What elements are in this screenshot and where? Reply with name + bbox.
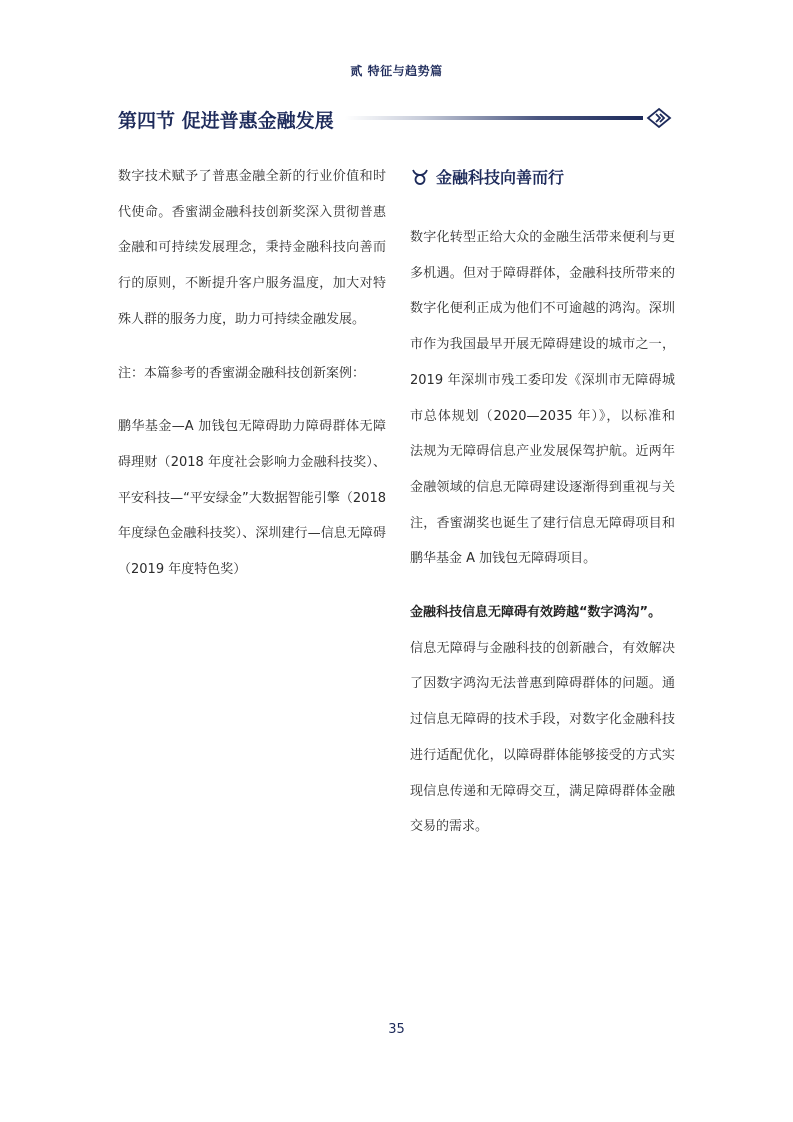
subsection-heading: [410, 165, 564, 188]
body-paragraph-2: 信息无障碍与金融科技的创新融合，有效解决了因数字鸿沟无法普惠到障碍群体的问题。通过信息无障碍的技术手段，对数字化金融科技进行适配优化，以障碍群体能够接受的方式实现信息传递和无障碍交互，满足障碍群体金融交易的需求。: [410, 640, 675, 835]
diamond-arrow-icon: [645, 107, 673, 129]
section-title: 第四节 促进普惠金融发展: [118, 110, 334, 132]
left-column: [118, 159, 386, 588]
taurus-icon: [410, 167, 430, 187]
title-gradient-rule: [345, 116, 643, 120]
reference-note: 注：本篇参考的香蜜湖金融科技创新案例：: [118, 365, 366, 381]
chapter-header: 贰 特征与趋势篇: [350, 64, 443, 78]
subsection-heading-label: 金融科技向善而行: [436, 168, 565, 187]
right-column: [410, 220, 675, 845]
body-paragraph-1: 数字化转型正给大众的金融生活带来便利与更多机遇。但对于障碍群体，金融科技所带来的数字化便利正成为他们不可逾越的鸿沟。深圳市作为我国最早开展无障碍建设的城市之一，2019 年深圳市残工委印发《深圳市无障碍城市总体规划（2020—2035 年）》，以标准和法规为无障碍信息产业发展保驾护航。近两年金融领域的信息无障碍建设逐渐得到重视与关注，香蜜湖奖也诞生了建行信息无障碍项目和鹏华基金 A 加钱包无障碍项目。: [410, 230, 675, 567]
reference-cases: 鹏华基金—A 加钱包无障碍助力障碍群体无障碍理财（2018 年度社会影响力金融科技奖）、平安科技—“平安绿金”大数据智能引擎（2018 年度绿色金融科技奖）、深圳建行—信息无障碍（2019 年度特色奖）: [118, 419, 386, 578]
bold-lead-sentence: 金融科技信息无障碍有效跨越“数字鸿沟”。: [410, 605, 662, 621]
intro-paragraph: 数字技术赋予了普惠金融全新的行业价值和时代使命。香蜜湖金融科技创新奖深入贯彻普惠金融和可持续发展理念，秉持金融科技向善而行的原则，不断提升客户服务温度，加大对特殊人群的服务力度，助力可持续金融发展。: [118, 169, 386, 327]
page-number: 35: [388, 1022, 405, 1037]
